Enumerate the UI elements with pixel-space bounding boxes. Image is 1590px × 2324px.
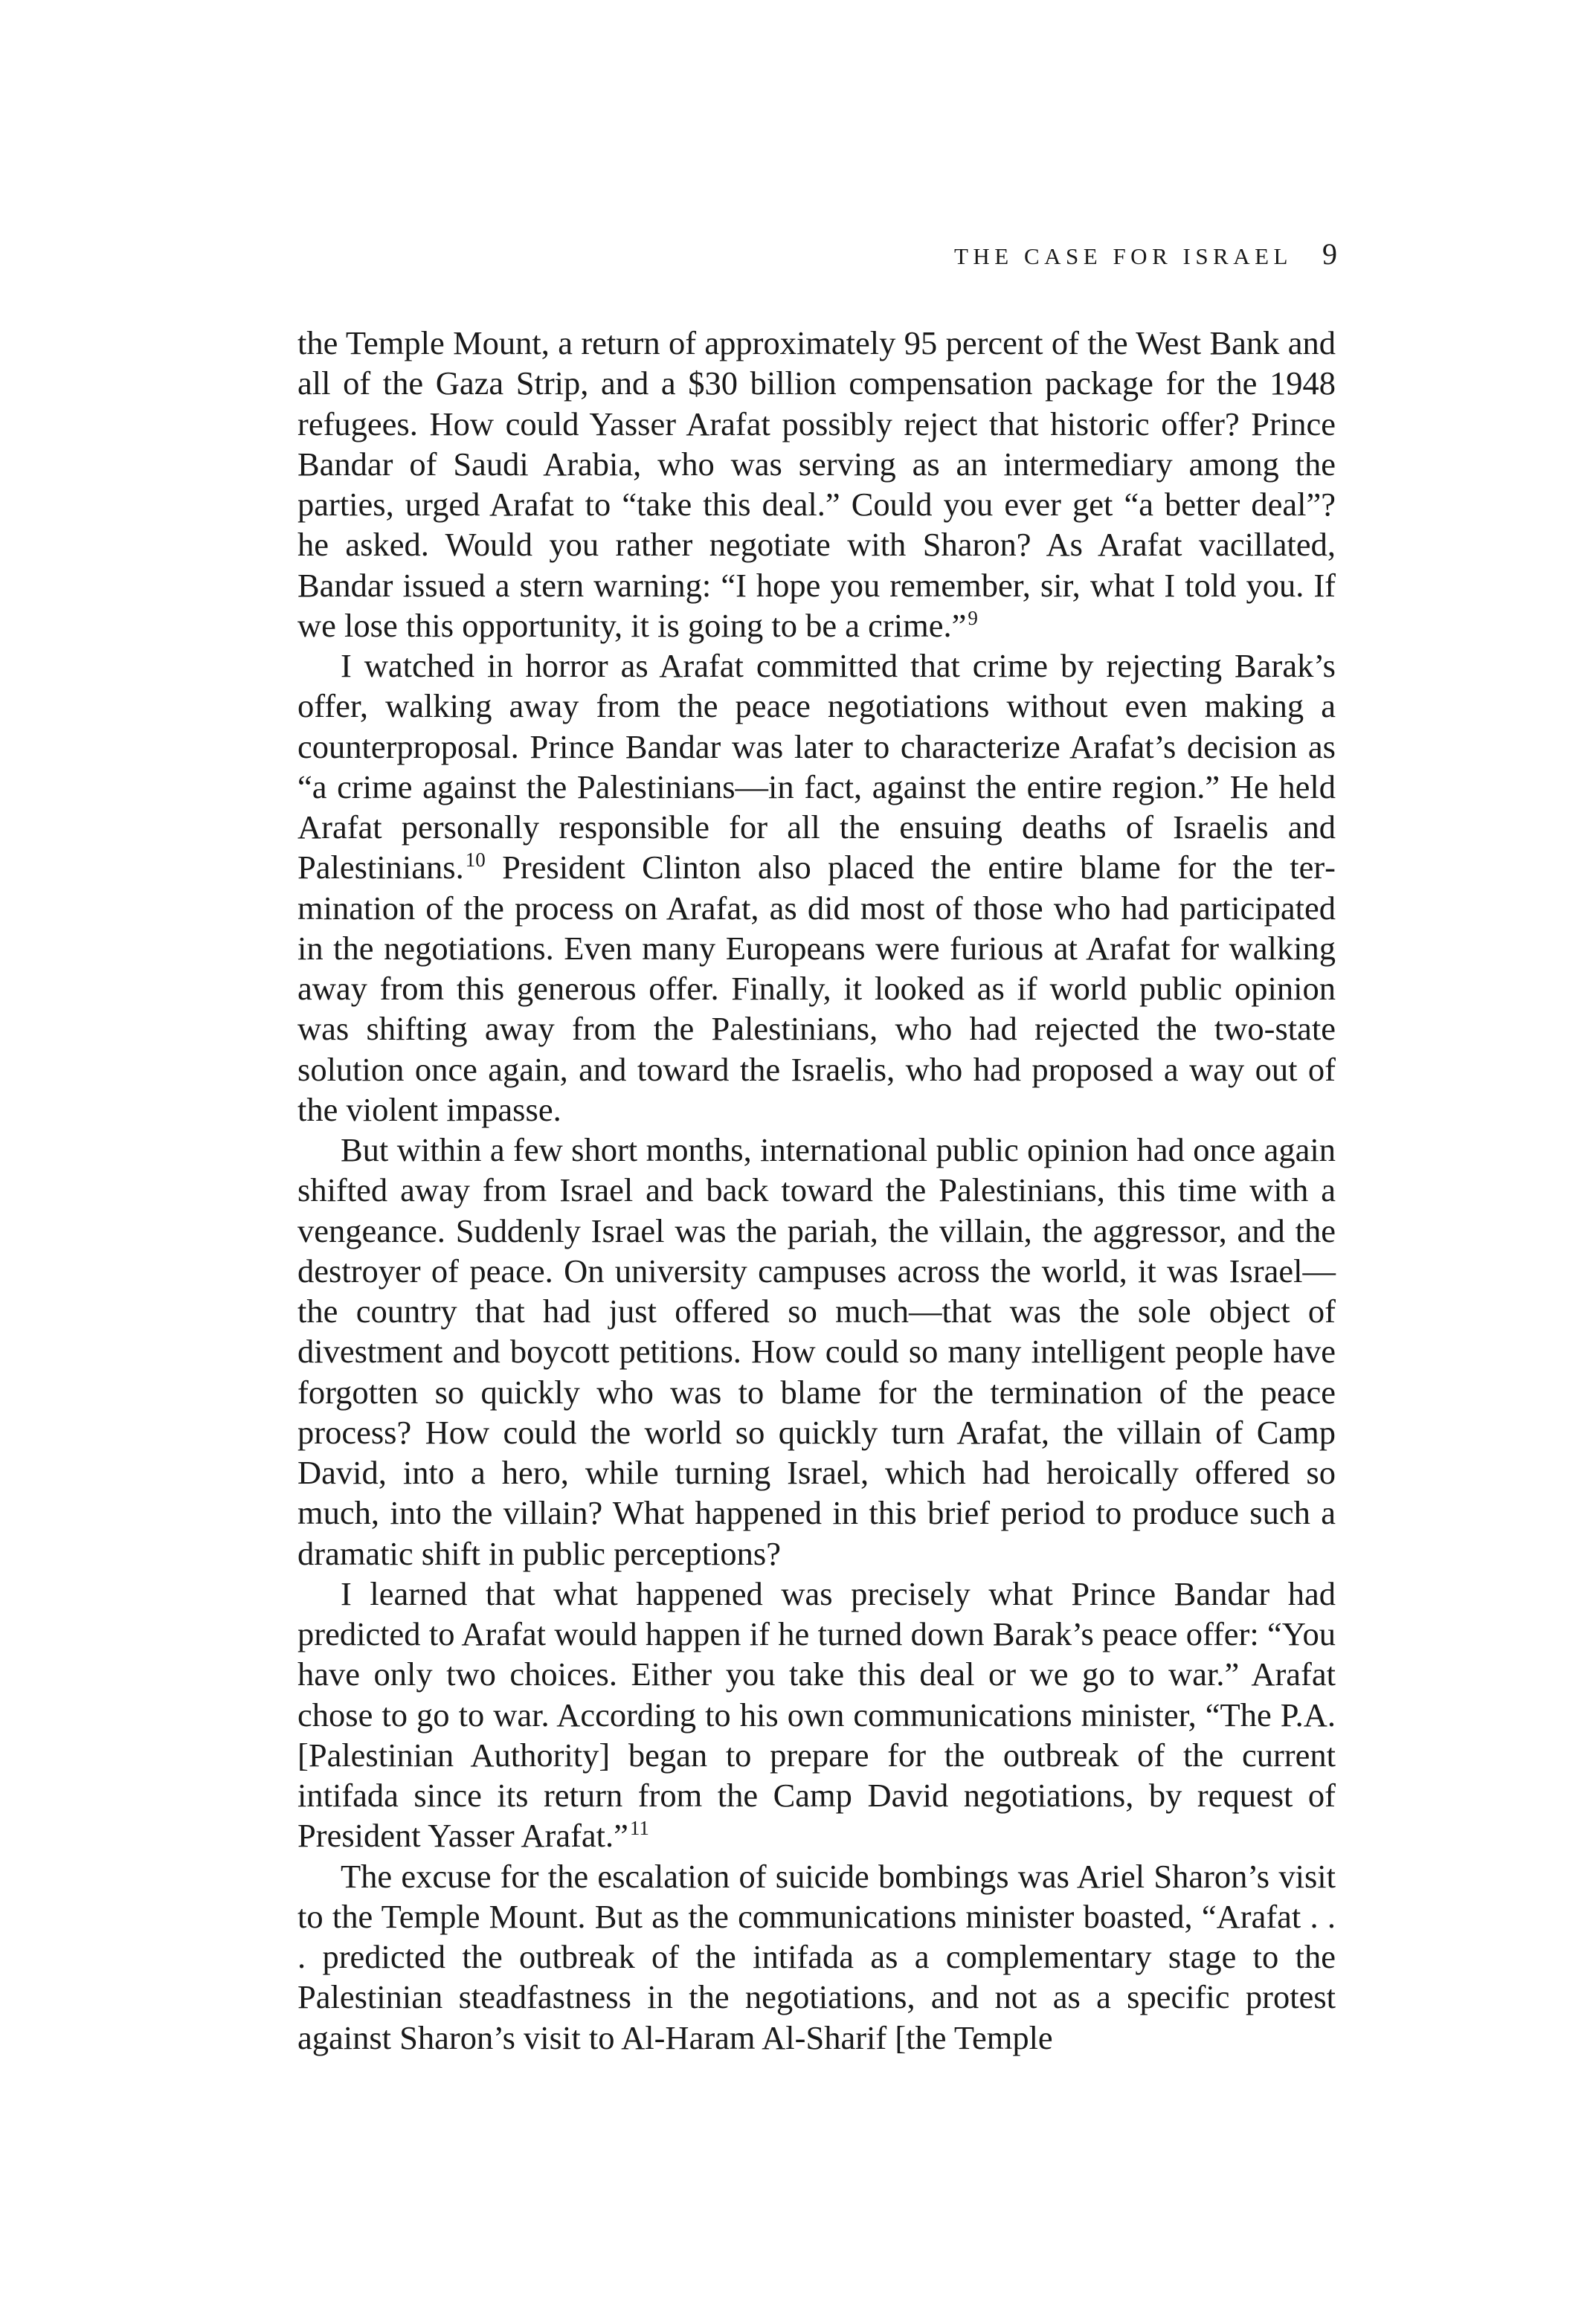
- running-head: [863, 236, 1337, 274]
- paragraph-3: [297, 1130, 1336, 1574]
- paragraph-5: [297, 1856, 1336, 2058]
- paragraph-1: [297, 323, 1336, 646]
- paragraph-text: the Temple Mount, a return of approximately 95 percent of the West Bank and all of the Gaza Strip, and a $30 billion compensation package for the 1948 refugees. How could Yasser Arafat possibly reject that historic offer? Prince Bandar of Saudi Arabia, who was serving as an intermediary among the parties, urged Arafat to “take this deal.” Could you ever get “a better deal”? he asked. Would you rather negotiate with Sharon? As Arafat vacillated, Bandar issued a stern warning: “I hope you remember, sir, what I told you. If we lose this opportunity, it is going to be a crime.”: [297, 324, 1336, 644]
- footnote-marker-10: 10: [465, 849, 486, 872]
- paragraph-text: President Clinton also placed the entire blame for the termination of the process on Arafat, as did most of those who had participated in the negotiations. Even many Europeans were furious at Arafat for walking away from this generous offer. Finally, it looked as if world public opinion was shifting away from the Palestinians, who had rejected the two-state solution once again, and toward the Israelis, who had proposed a way out of the violent impasse.: [297, 849, 1336, 1128]
- paragraph-text: But within a few short months, international public opinion had once again shifted away from Israel and back toward the Palestinians, this time with a vengeance. Suddenly Israel was the pariah, the villain, the aggressor, and the destroyer of peace. On university campuses across the world, it was Israel—the country that had just offered so much—that was the sole object of divestment and boycott petitions. How could so many intelligent people have forgotten so quickly who was to blame for the termination of the peace process? How could the world so quickly turn Arafat, the villain of Camp David, into a hero, while turning Israel, which had heroically offered so much, into the villain? What happened in this brief period to produce such a dramatic shift in public perceptions?: [297, 1131, 1336, 1572]
- paragraph-text: The excuse for the escalation of suicide bombings was Ariel Sharon’s visit to the Temple Mount. But as the communications minister boasted, “Arafat . . . predicted the outbreak of the intifada as a complementary stage to the Palestinian steadfastness in the negotiations, and not as a specific protest against Sharon’s visit to Al-Haram Al-Sharif [the Temple: [297, 1857, 1336, 2056]
- paragraph-text: I watched in horror as Arafat committed that crime by rejecting Barak’s offer, walking away from the peace negotiations without even making a counterproposal. Prince Bandar was later to characterize Arafat’s decision as “a crime against the Palestinians—in fact, against the entire region.” He held Arafat personally responsible for all the ensuing deaths of Israelis and Palestinians.: [297, 647, 1336, 886]
- paragraph-text: I learned that what happened was precisely what Prince Bandar had predicted to Arafat would happen if he turned down Barak’s peace offer: “You have only two choices. Either you take this deal or we go to war.” Arafat chose to go to war. According to his own communications minister, “The P.A. [Palestinian Authority] began to prepare for the outbreak of the current intifada since its return from the Camp David negotiations, by request of President Yasser Arafat.”: [297, 1574, 1336, 1855]
- page-number: 9: [1322, 237, 1337, 271]
- running-title: THE CASE FOR ISRAEL: [953, 243, 1293, 269]
- paragraph-2: [297, 646, 1336, 1130]
- footnote-marker-11: 11: [629, 1817, 649, 1840]
- body-text: [297, 323, 1336, 2058]
- footnote-marker-9: 9: [968, 606, 978, 629]
- paragraph-4: [297, 1574, 1336, 1856]
